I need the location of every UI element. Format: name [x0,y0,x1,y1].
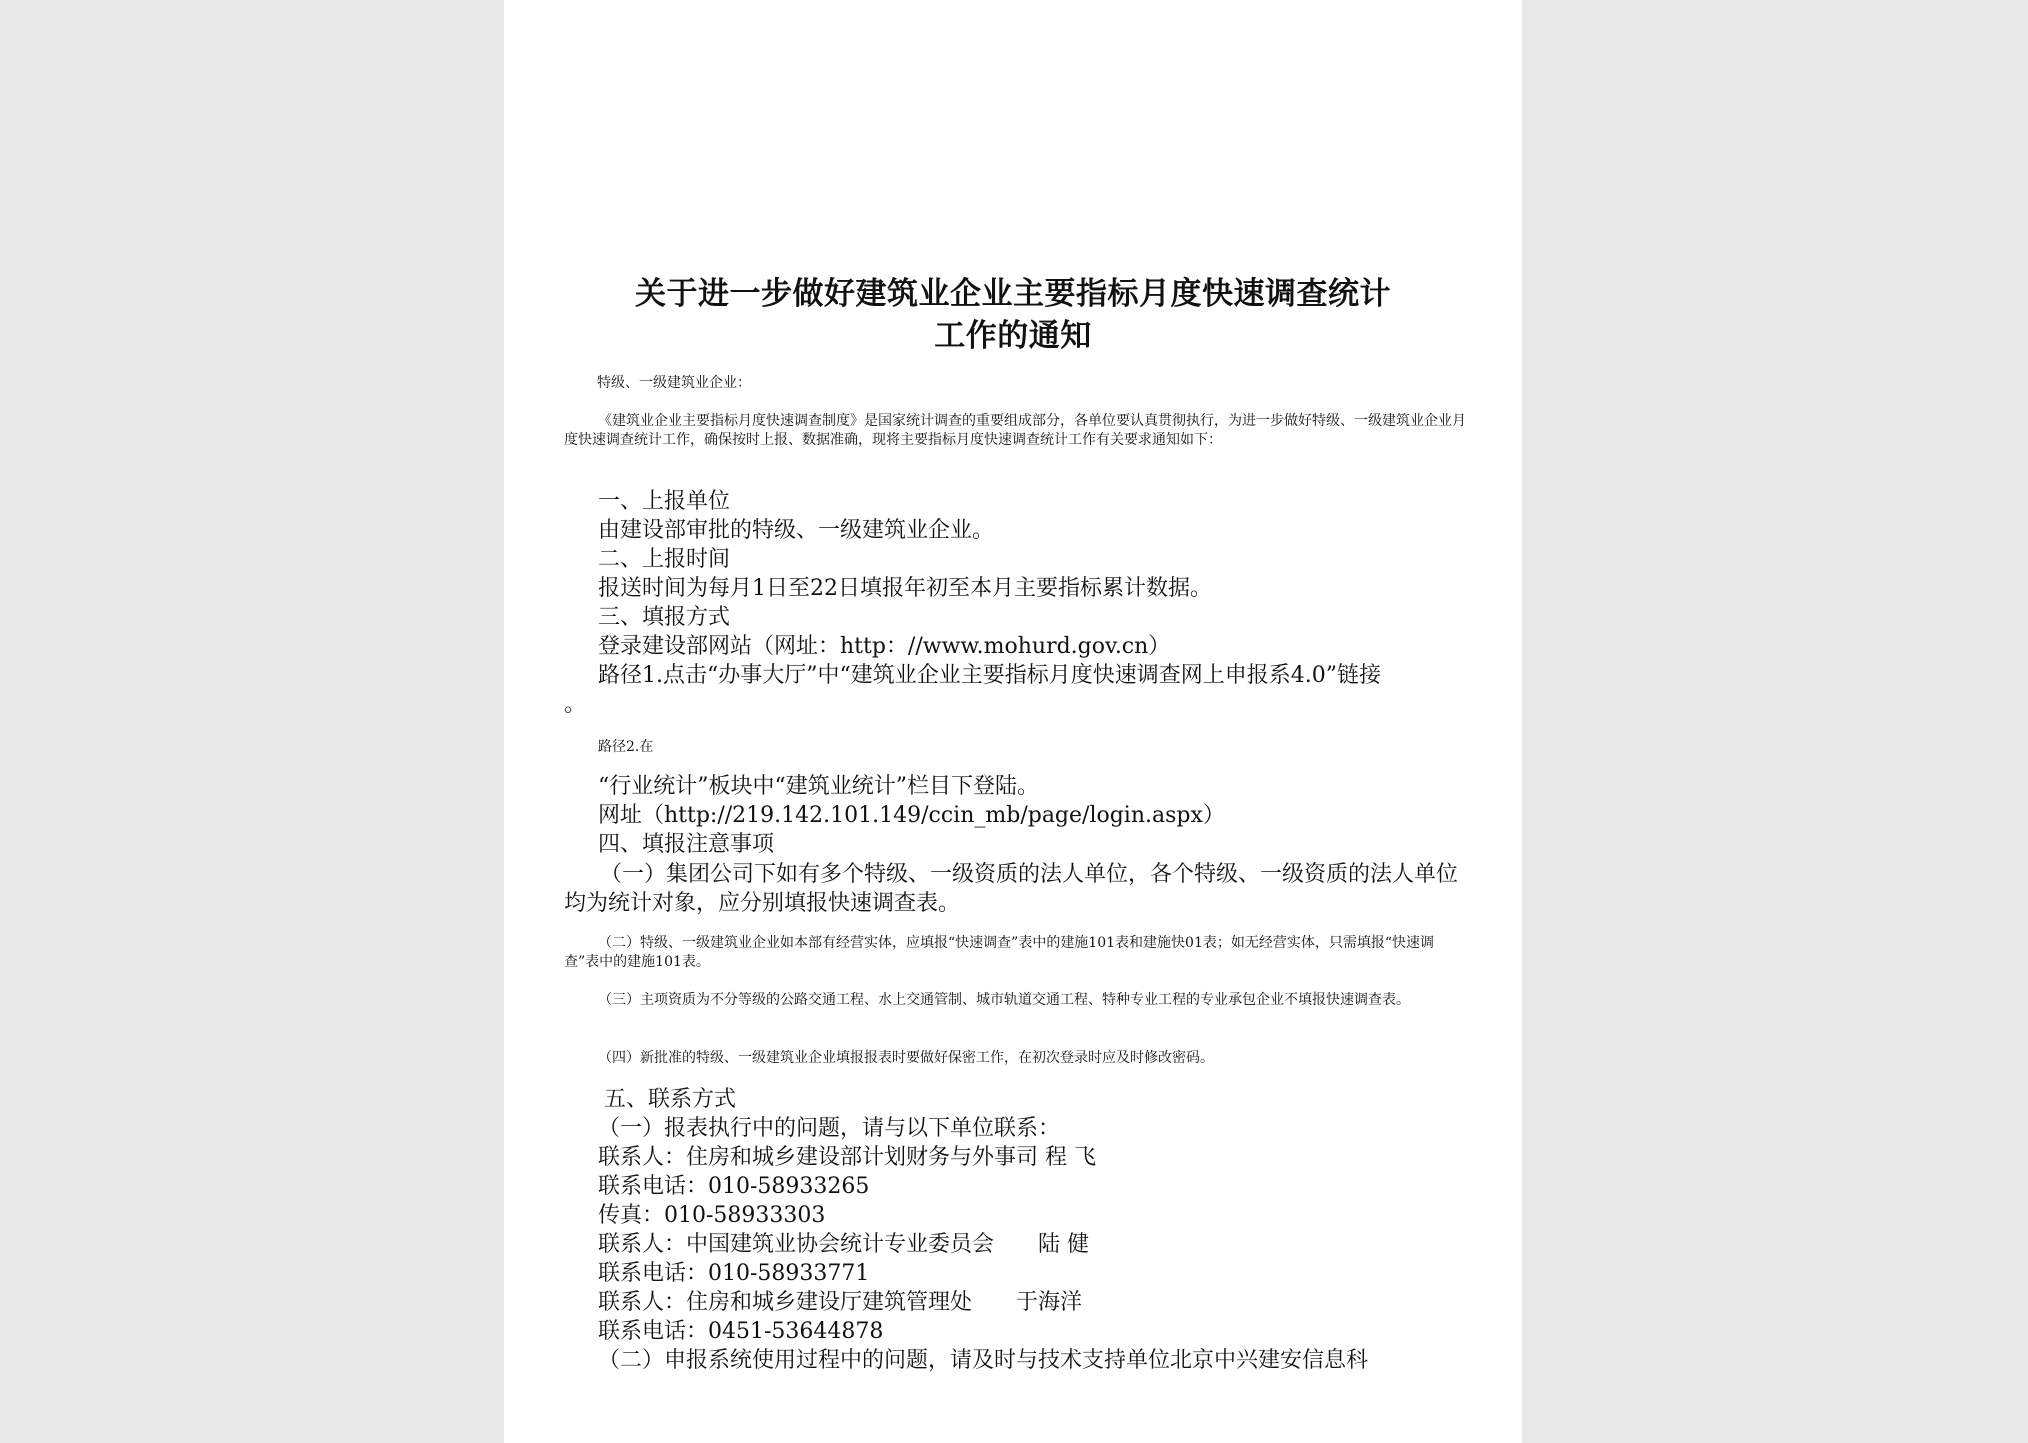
salutation: 特级、一级建筑业企业： [597,375,751,391]
section-4-item-3: （三）主项资质为不分等级的公路交通工程、水上交通管制、城市轨道交通工程、特种专业工程的专业承包企业不填报快速调查表。 [598,992,1410,1008]
section-5-item-1: （一）报表执行中的问题，请与以下单位联系： [598,1116,1061,1141]
contact-3-name: 联系人：住房和城乡建设厅建筑管理处 于海洋 [598,1290,1083,1315]
document-title-line2: 工作的通知 [934,318,1092,354]
document-page [504,0,1522,1443]
section-1-heading: 一、上报单位 [598,489,731,514]
section-2-heading: 二、上报时间 [598,547,731,572]
section-1-text: 由建设部审批的特级、一级建筑业企业。 [598,518,995,543]
section-2-text: 报送时间为每月1日至22日填报年初至本月主要指标累计数据。 [598,576,1212,601]
section-3-heading: 三、填报方式 [598,605,731,630]
intro-paragraph: 《建筑业企业主要指标月度快速调查制度》是国家统计调查的重要组成部分，各单位要认真贯彻执行，为进一步做好特级、一级建筑业企业月度快速调查统计工作，确保按时上报、数据准确，现将主要指标月度快速调查统计工作有关要求通知如下： [564,413,1466,448]
section-3-path-1-end: 。 [564,692,587,717]
contact-2-name: 联系人：中国建筑业协会统计专业委员会 陆 健 [598,1232,1089,1257]
section-4-item-2: （二）特级、一级建筑业企业如本部有经营实体，应填报“快速调查”表中的建施101表和建施快01表；如无经营实体，只需填报“快速调查”表中的建施101表。 [564,935,1435,970]
section-3-path-2-text: “行业统计”板块中“建筑业统计”栏目下登陆。 [598,774,1039,799]
section-4-item-1: （一）集团公司下如有多个特级、一级资质的法人单位，各个特级、一级资质的法人单位均为统计对象，应分别填报快速调查表。 [564,862,1459,916]
section-3-website: 登录建设部网站（网址：http：//www.mohurd.gov.cn） [598,634,1171,659]
section-4-heading: 四、填报注意事项 [598,832,775,857]
section-4-item-4: （四）新批准的特级、一级建筑业企业填报报表时要做好保密工作，在初次登录时应及时修改密码。 [598,1050,1214,1066]
section-5-item-2: （二）申报系统使用过程中的问题，请及时与技术支持单位北京中兴建安信息科 [598,1348,1369,1373]
contact-1-name: 联系人：住房和城乡建设部计划财务与外事司 程 飞 [598,1145,1096,1170]
contact-2-phone: 联系电话：010-58933771 [598,1261,870,1286]
section-3-path-1: 路径1.点击“办事大厅”中“建筑业企业主要指标月度快速调查网上申报系4.0”链接 [598,663,1381,688]
section-3-url: 网址（http://219.142.101.149/ccin_mb/page/login.aspx） [598,803,1225,828]
contact-1-phone: 联系电话：010-58933265 [598,1174,870,1199]
section-5-heading: 五、联系方式 [604,1087,737,1112]
document-title-line1: 关于进一步做好建筑业企业主要指标月度快速调查统计 [635,276,1391,312]
contact-1-fax: 传真：010-58933303 [598,1203,826,1228]
contact-3-phone: 联系电话：0451-53644878 [598,1319,884,1344]
section-3-path-2: 路径2.在 [598,739,654,755]
